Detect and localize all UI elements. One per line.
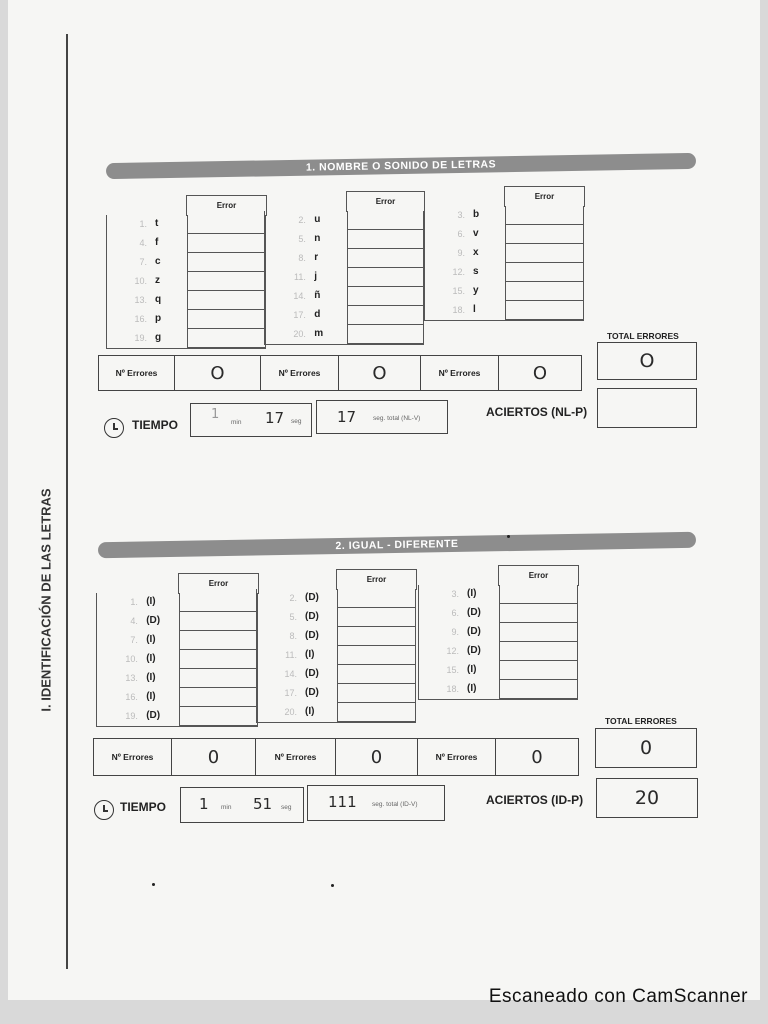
section1-aciertos-value bbox=[597, 388, 697, 428]
min-label-1: min bbox=[231, 419, 242, 426]
table-row bbox=[97, 688, 257, 707]
item-number: 8. bbox=[289, 631, 297, 641]
table-row bbox=[107, 253, 265, 272]
n-errores-label-4: Nº Errores bbox=[94, 739, 172, 775]
item-number: 2. bbox=[289, 593, 297, 603]
n-errores-label-5: Nº Errores bbox=[256, 739, 336, 775]
error-cell[interactable] bbox=[505, 225, 583, 244]
table-row bbox=[425, 263, 583, 282]
item-number: 15. bbox=[452, 286, 465, 296]
table-row bbox=[425, 225, 583, 244]
item-number: 13. bbox=[134, 295, 147, 305]
table-row bbox=[425, 244, 583, 263]
table-row bbox=[107, 291, 265, 310]
item-letter: (I) bbox=[467, 588, 477, 599]
section1-banner: 1. NOMBRE O SONIDO DE LETRAS bbox=[106, 153, 696, 179]
total-errores-label-1: TOTAL ERRORES bbox=[607, 331, 679, 341]
item-number: 15. bbox=[446, 665, 459, 675]
errors2-col2-value: 0 bbox=[336, 739, 418, 775]
item-letter: n bbox=[314, 233, 321, 244]
table-row bbox=[419, 661, 577, 680]
item-letter: (I) bbox=[146, 653, 156, 664]
table-row bbox=[419, 585, 577, 604]
item-letter: f bbox=[155, 237, 159, 248]
error-cell[interactable] bbox=[347, 325, 423, 344]
table-row bbox=[265, 325, 423, 344]
item-letter: (I) bbox=[146, 634, 156, 645]
table-row bbox=[107, 329, 265, 348]
table-row bbox=[265, 268, 423, 287]
section2-time-total: 111 bbox=[328, 793, 357, 811]
item-number: 20. bbox=[284, 707, 297, 717]
table-row bbox=[265, 249, 423, 268]
table-row bbox=[97, 669, 257, 688]
section1-total-time-box bbox=[316, 400, 448, 434]
error-cell[interactable] bbox=[179, 688, 257, 707]
error-cell[interactable] bbox=[187, 253, 265, 272]
error-cell[interactable] bbox=[347, 287, 423, 306]
item-number: 3. bbox=[457, 210, 465, 220]
error-cell[interactable] bbox=[179, 707, 257, 726]
item-letter: (I) bbox=[146, 691, 156, 702]
item-letter: (D) bbox=[305, 630, 319, 641]
error-cell[interactable] bbox=[337, 608, 415, 627]
item-letter: ñ bbox=[314, 290, 321, 301]
item-number: 3. bbox=[451, 589, 459, 599]
error-cell[interactable] bbox=[347, 211, 423, 230]
seg-label-1: seg bbox=[291, 418, 302, 425]
scanner-footer: Escaneado con CamScanner bbox=[488, 986, 748, 1007]
item-number: 19. bbox=[134, 333, 147, 343]
table-row bbox=[265, 211, 423, 230]
scan-speck bbox=[331, 884, 334, 887]
section1-time-total: 17 bbox=[337, 408, 357, 426]
item-letter: r bbox=[314, 252, 319, 263]
errors2-col1-value: 0 bbox=[172, 739, 256, 775]
item-letter: (D) bbox=[305, 687, 319, 698]
item-letter: (D) bbox=[467, 645, 481, 656]
error-header: Error bbox=[498, 565, 579, 586]
min-label-2: min bbox=[221, 804, 232, 811]
error-header: Error bbox=[346, 191, 425, 212]
item-number: 9. bbox=[457, 248, 465, 258]
item-number: 20. bbox=[293, 329, 306, 339]
table-row bbox=[107, 215, 265, 234]
section1-time-seg: 17 bbox=[265, 409, 285, 427]
section1-errors-bar bbox=[98, 355, 582, 391]
item-number: 8. bbox=[298, 253, 306, 263]
error-cell[interactable] bbox=[187, 272, 265, 291]
item-number: 11. bbox=[294, 272, 306, 282]
table-row bbox=[97, 593, 257, 612]
items-table bbox=[418, 585, 578, 700]
item-letter: (D) bbox=[305, 611, 319, 622]
table-row bbox=[97, 631, 257, 650]
table-row bbox=[419, 604, 577, 623]
table-row bbox=[425, 282, 583, 301]
item-number: 12. bbox=[452, 267, 465, 277]
item-number: 7. bbox=[130, 635, 138, 645]
error-cell[interactable] bbox=[187, 291, 265, 310]
error-cell[interactable] bbox=[337, 646, 415, 665]
table-row bbox=[257, 665, 415, 684]
item-number: 6. bbox=[457, 229, 465, 239]
item-letter: v bbox=[473, 228, 479, 239]
section2-errors-bar bbox=[93, 738, 579, 776]
table-row bbox=[97, 707, 257, 726]
item-letter: (D) bbox=[146, 615, 161, 626]
error-cell[interactable] bbox=[179, 669, 257, 688]
section1-time-min: 1 bbox=[211, 407, 220, 422]
section2-total-time-box bbox=[307, 785, 445, 821]
item-number: 16. bbox=[134, 314, 147, 324]
item-number: 10. bbox=[134, 276, 147, 286]
item-number: 9. bbox=[451, 627, 459, 637]
section2-total-errors: 0 bbox=[595, 728, 697, 768]
table-row bbox=[265, 287, 423, 306]
item-number: 12. bbox=[446, 646, 459, 656]
error-cell[interactable] bbox=[337, 684, 415, 703]
error-header: Error bbox=[178, 573, 259, 594]
item-number: 4. bbox=[139, 238, 147, 248]
n-errores-label-2: Nº Errores bbox=[261, 356, 339, 390]
item-letter: d bbox=[314, 309, 321, 320]
section1-time-box bbox=[190, 403, 312, 437]
item-number: 1. bbox=[139, 219, 147, 229]
section1-total-errors: O bbox=[597, 342, 697, 380]
section2-aciertos-value: 20 bbox=[596, 778, 698, 818]
item-number: 7. bbox=[139, 257, 147, 267]
error-cell[interactable] bbox=[499, 661, 577, 680]
item-number: 18. bbox=[446, 684, 459, 694]
error-cell[interactable] bbox=[187, 310, 265, 329]
item-number: 2. bbox=[298, 215, 306, 225]
item-letter: (I) bbox=[146, 596, 156, 607]
item-letter: (I) bbox=[146, 672, 156, 683]
item-number: 4. bbox=[130, 616, 138, 626]
item-letter: u bbox=[314, 214, 321, 225]
item-letter: l bbox=[473, 304, 476, 315]
item-number: 17. bbox=[293, 310, 306, 320]
error-cell[interactable] bbox=[337, 665, 415, 684]
section2-total-label: seg. total (ID-V) bbox=[372, 801, 418, 808]
error-cell[interactable] bbox=[187, 329, 265, 348]
error-cell[interactable] bbox=[179, 593, 257, 612]
item-letter: b bbox=[473, 209, 480, 220]
error-cell[interactable] bbox=[179, 650, 257, 669]
item-number: 1. bbox=[130, 597, 138, 607]
aciertos-label-1: ACIERTOS (NL-P) bbox=[486, 405, 588, 419]
error-cell[interactable] bbox=[179, 631, 257, 650]
n-errores-label-1: Nº Errores bbox=[99, 356, 175, 390]
item-number: 5. bbox=[289, 612, 297, 622]
item-letter: y bbox=[473, 285, 479, 296]
table-row bbox=[107, 272, 265, 291]
tiempo-label-1: TIEMPO bbox=[132, 418, 179, 432]
items-table bbox=[106, 215, 266, 349]
table-row bbox=[257, 684, 415, 703]
item-letter: (D) bbox=[305, 668, 319, 679]
side-title: I. IDENTIFICACIÓN DE LAS LETRAS bbox=[38, 488, 54, 712]
item-letter: c bbox=[155, 256, 161, 267]
item-number: 14. bbox=[284, 669, 297, 679]
item-number: 6. bbox=[451, 608, 459, 618]
n-errores-label-3: Nº Errores bbox=[421, 356, 499, 390]
error-cell[interactable] bbox=[505, 301, 583, 320]
seg-label-2: seg bbox=[281, 804, 292, 811]
item-number: 14. bbox=[293, 291, 306, 301]
table-row bbox=[419, 623, 577, 642]
item-letter: x bbox=[473, 247, 479, 258]
item-letter: t bbox=[155, 218, 159, 229]
item-letter: (D) bbox=[305, 592, 319, 603]
item-letter: (I) bbox=[305, 649, 315, 660]
item-number: 10. bbox=[125, 654, 138, 664]
error-header: Error bbox=[336, 569, 417, 590]
error-cell[interactable] bbox=[187, 215, 265, 234]
error-cell[interactable] bbox=[499, 604, 577, 623]
item-number: 5. bbox=[298, 234, 306, 244]
error-header: Error bbox=[504, 186, 585, 207]
item-letter: p bbox=[155, 313, 162, 324]
item-number: 13. bbox=[125, 673, 138, 683]
item-letter: (D) bbox=[467, 626, 481, 637]
item-number: 17. bbox=[284, 688, 297, 698]
errors-col3-value: O bbox=[532, 362, 548, 384]
total-errores-label-2: TOTAL ERRORES bbox=[605, 716, 677, 726]
item-letter: q bbox=[155, 294, 162, 305]
table-row bbox=[265, 230, 423, 249]
items-table bbox=[424, 206, 584, 321]
error-cell[interactable] bbox=[505, 282, 583, 301]
errors2-col3-value: 0 bbox=[531, 746, 543, 768]
table-row bbox=[425, 206, 583, 225]
error-cell[interactable] bbox=[499, 585, 577, 604]
item-letter: z bbox=[155, 275, 160, 286]
item-letter: m bbox=[314, 328, 324, 339]
scan-speck bbox=[152, 883, 155, 886]
items-table bbox=[256, 589, 416, 723]
n-errores-label-6: Nº Errores bbox=[418, 739, 496, 775]
error-cell[interactable] bbox=[347, 249, 423, 268]
item-number: 16. bbox=[125, 692, 138, 702]
error-cell[interactable] bbox=[347, 268, 423, 287]
item-letter: (I) bbox=[467, 683, 477, 694]
section2-time-min: 1 bbox=[199, 795, 209, 813]
error-cell[interactable] bbox=[505, 244, 583, 263]
error-cell[interactable] bbox=[337, 627, 415, 646]
error-cell[interactable] bbox=[499, 680, 577, 699]
margin-line bbox=[66, 34, 68, 969]
item-letter: j bbox=[314, 271, 317, 282]
items-table bbox=[96, 593, 258, 727]
table-row bbox=[257, 589, 415, 608]
items-table bbox=[264, 211, 424, 345]
error-cell[interactable] bbox=[337, 703, 415, 722]
table-row bbox=[257, 608, 415, 627]
section2-time-box bbox=[180, 787, 304, 823]
error-cell[interactable] bbox=[499, 623, 577, 642]
worksheet-page bbox=[8, 0, 760, 1000]
tiempo-label-2: TIEMPO bbox=[120, 800, 167, 814]
table-row bbox=[419, 680, 577, 699]
table-row bbox=[257, 646, 415, 665]
table-row bbox=[97, 612, 257, 631]
error-cell[interactable] bbox=[179, 612, 257, 631]
table-row bbox=[425, 301, 583, 320]
item-number: 18. bbox=[452, 305, 465, 315]
item-letter: (D) bbox=[467, 607, 481, 618]
table-row bbox=[257, 703, 415, 722]
errors-col2-value: O bbox=[339, 356, 421, 390]
error-cell[interactable] bbox=[347, 230, 423, 249]
error-cell[interactable] bbox=[337, 589, 415, 608]
table-row bbox=[97, 650, 257, 669]
item-letter: (I) bbox=[467, 664, 477, 675]
item-number: 11. bbox=[285, 650, 297, 660]
clock-icon bbox=[104, 418, 124, 438]
table-row bbox=[257, 627, 415, 646]
aciertos-label-2: ACIERTOS (ID-P) bbox=[486, 793, 584, 807]
error-cell[interactable] bbox=[505, 263, 583, 282]
item-letter: s bbox=[473, 266, 479, 277]
item-letter: g bbox=[155, 332, 162, 343]
table-row bbox=[107, 234, 265, 253]
scan-speck bbox=[507, 535, 510, 538]
errors-col1-value: O bbox=[175, 356, 261, 390]
item-letter: (I) bbox=[305, 706, 315, 717]
error-cell[interactable] bbox=[347, 306, 423, 325]
section2-time-seg: 51 bbox=[253, 795, 273, 813]
table-row bbox=[265, 306, 423, 325]
item-number: 19. bbox=[125, 711, 138, 721]
error-header: Error bbox=[186, 195, 267, 216]
table-row bbox=[419, 642, 577, 661]
error-cell[interactable] bbox=[505, 206, 583, 225]
section1-total-label: seg. total (NL-V) bbox=[373, 415, 421, 422]
error-cell[interactable] bbox=[499, 642, 577, 661]
item-letter: (D) bbox=[146, 710, 161, 721]
section2-banner: 2. IGUAL - DIFERENTE bbox=[98, 532, 696, 558]
table-row bbox=[107, 310, 265, 329]
clock-icon bbox=[94, 800, 114, 820]
error-cell[interactable] bbox=[187, 234, 265, 253]
